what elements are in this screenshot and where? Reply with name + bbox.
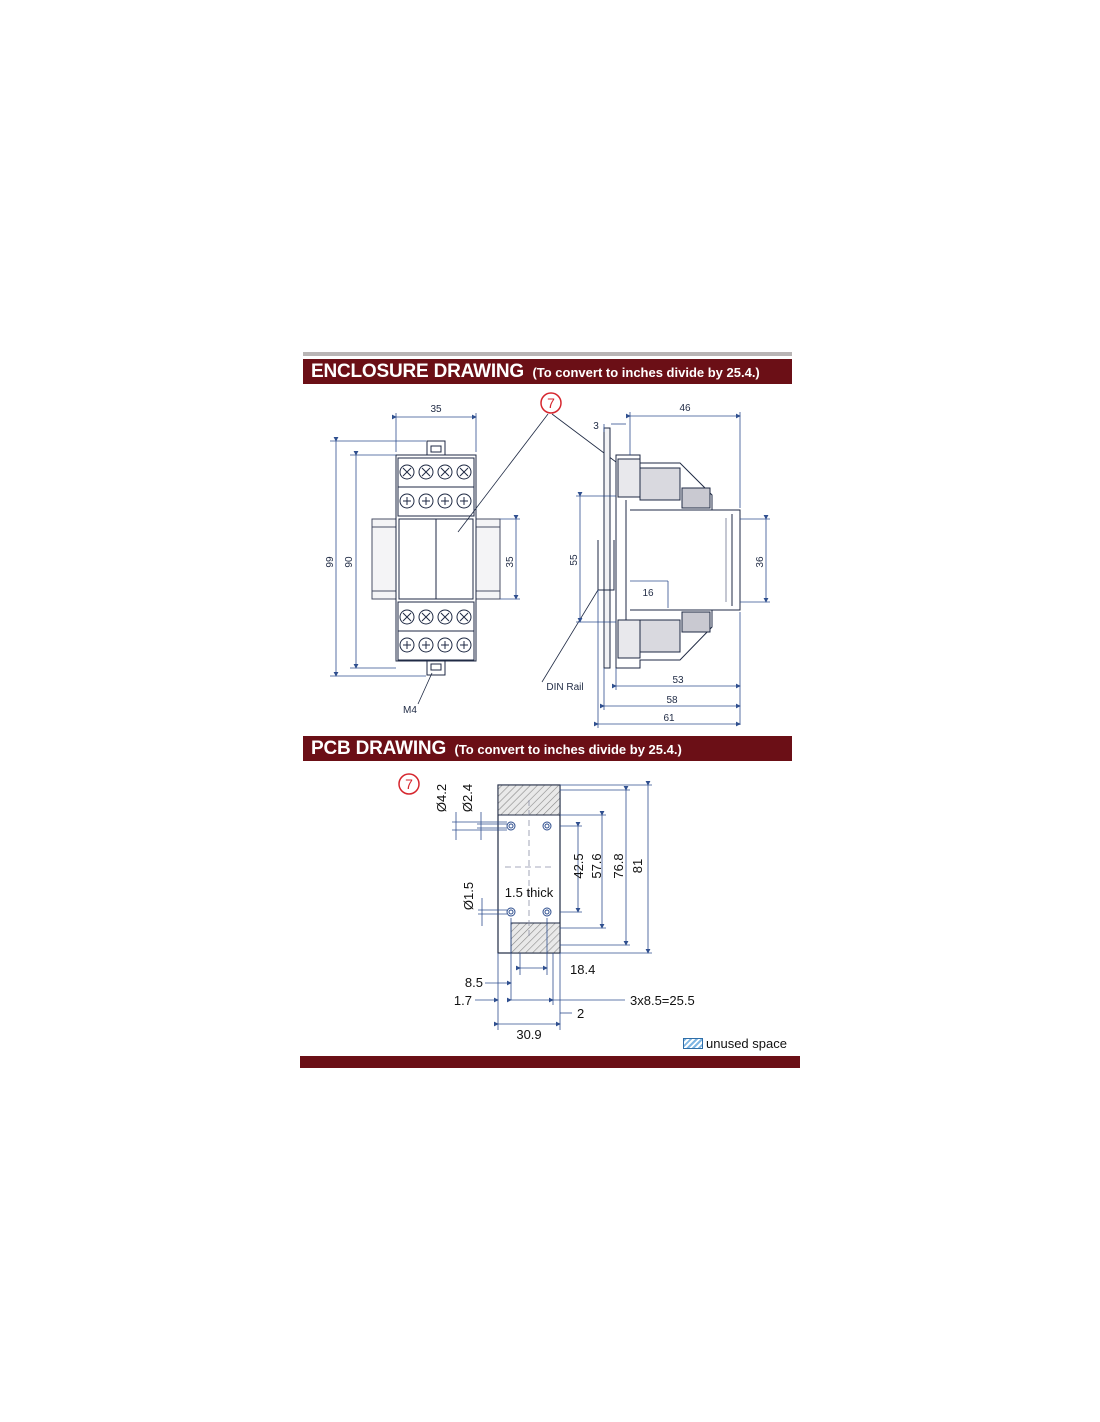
pcb-subtitle: (To convert to inches divide by 25.4.) (454, 742, 682, 757)
label-screw-m4: M4 (403, 705, 417, 716)
enclosure-title: ENCLOSURE DRAWING (311, 361, 524, 382)
pcb-title: PCB DRAWING (311, 738, 447, 759)
dim-pcb-d-outer: Ø4.2 (434, 783, 449, 813)
dim-side-offset: 3 (593, 421, 599, 432)
dim-pcb-81: 81 (630, 858, 645, 874)
pcb-board (498, 785, 560, 953)
dim-side-height: 36 (755, 556, 766, 568)
dim-pcb-pitch-total: 3x8.5=25.5 (630, 993, 695, 1008)
dim-pcb-1-7: 1.7 (453, 993, 472, 1008)
dim-pcb-d-inner: Ø2.4 (460, 783, 475, 813)
legend-label: unused space (706, 1036, 787, 1051)
dim-side-inner: 16 (642, 588, 654, 599)
dim-front-height-outer: 99 (325, 556, 336, 568)
svg-text:7: 7 (547, 395, 555, 411)
hatch-swatch-icon (683, 1038, 703, 1049)
dim-pcb-18-4: 18.4 (570, 962, 596, 977)
dim-pcb-2: 2 (577, 1006, 585, 1021)
svg-text:7: 7 (405, 776, 413, 792)
dim-front-rail: 35 (505, 556, 516, 568)
dim-pcb-42-5: 42.5 (571, 853, 586, 879)
enclosure-subtitle: (To convert to inches divide by 25.4.) (532, 365, 760, 380)
callout-7-pcb (399, 774, 419, 794)
dim-pcb-8-5: 8.5 (464, 975, 483, 990)
callout-7-enclosure (541, 393, 561, 413)
dim-front-width: 35 (430, 404, 442, 415)
enclosure-front-view (372, 441, 500, 675)
dim-pcb-76-8: 76.8 (611, 853, 626, 879)
label-din-rail: DIN Rail (546, 682, 584, 693)
legend-unused-space (683, 1036, 787, 1051)
dim-front-height-inner: 90 (344, 556, 355, 568)
dim-side-58: 58 (666, 695, 678, 706)
dim-side-depth: 46 (679, 403, 691, 414)
dim-pcb-30-9: 30.9 (516, 1027, 542, 1042)
dim-side-61: 61 (663, 713, 675, 724)
footer-bar (300, 1056, 800, 1068)
dim-side-rail-span: 55 (569, 554, 580, 566)
dim-pcb-57-6: 57.6 (589, 853, 604, 879)
dim-pcb-d-pin: Ø1.5 (461, 881, 476, 911)
dim-side-53: 53 (672, 675, 684, 686)
label-pcb-thickness: 1.5 thick (504, 885, 554, 900)
enclosure-side-view (598, 428, 740, 668)
